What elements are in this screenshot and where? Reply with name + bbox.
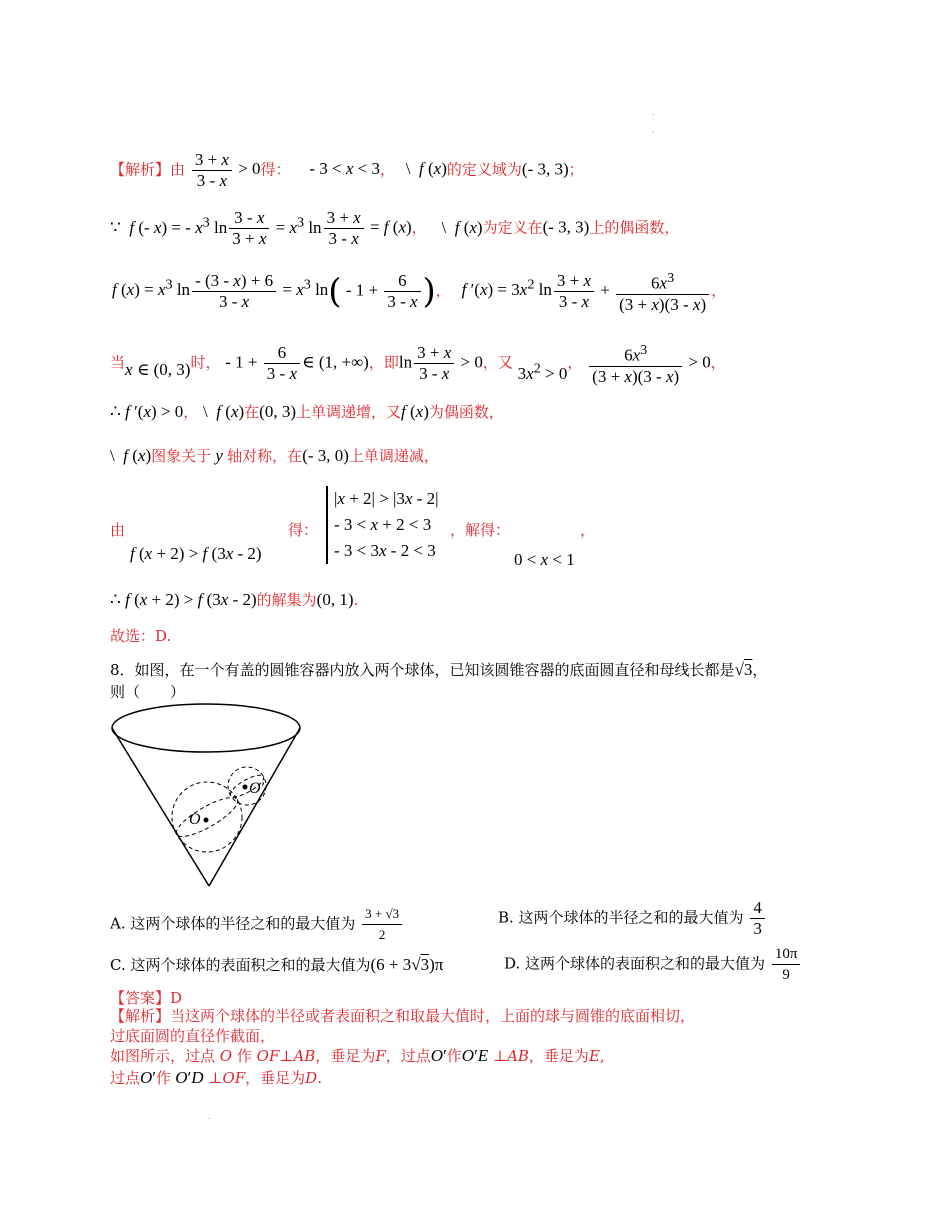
text: 轴对称，在 — [227, 447, 303, 465]
analysis-tag: 【解析】 — [110, 160, 171, 179]
question-8: 8．如图，在一个有盖的圆锥容器内放入两个球体，已知该圆锥容器的底面圆直径和母线长都是√3， — [110, 660, 768, 679]
page-mark: . — [652, 126, 655, 135]
solution: 0 < x < 1 — [514, 550, 575, 569]
analysis-line-3: f $(x) = x^3$ ln $\frac{- (3 - x) + 6}{3 - x}$ = $x^3$ ln( - 1 + $\frac{6}{3 - x}$ )， f $'(x) = 3x^2$ ln $\frac{3 + x}{3 - x}$ + $\frac{6x^3}{(3 + x)(3 - x)}$ ， — [112, 270, 727, 314]
analysis2-line-3: 如图所示，过点 O 作 OF⊥AB，垂足为F，过点O′作O′E ⊥AB，垂足为E, — [110, 1046, 605, 1065]
text: 的解集为 — [256, 591, 317, 609]
cone-top-ellipse — [112, 704, 300, 752]
text: 为偶函数， — [428, 403, 504, 421]
answer-value: D — [170, 989, 183, 1007]
text: ， — [411, 218, 427, 237]
question-8-stem: 则（ ） — [110, 683, 186, 701]
analysis2-line-2: 过底面圆的直径作截面， — [110, 1027, 276, 1045]
text: 作 — [236, 1047, 252, 1065]
text: 在 — [244, 403, 260, 421]
text: ，过点 — [385, 1047, 431, 1065]
text: 的定义域为 — [446, 160, 522, 179]
analysis-line-1: 【解析】由 $\frac{3 + x}{3 - x}$ > 0得： - 3 < x < 3， \ f (x)的定义域为(- 3, 3)； — [110, 150, 584, 190]
analysis-line-7 — [110, 520, 125, 540]
option-b[interactable]: B. 这两个球体的半径之和的最大值为 $\frac{4}{3}$ — [498, 898, 767, 939]
analysis-line-6: \ f (x)图象关于 y 轴对称，在(- 3, 0)上单调递减， — [110, 446, 439, 465]
analysis-line-8: ∴ f (x + 2) > f (3x - 2)的解集为(0, 1). — [110, 590, 359, 609]
option-d-label: D. 这两个球体的表面积之和的最大值为 — [504, 954, 766, 973]
text: ， — [752, 661, 768, 679]
text: 如图所示，过点 — [110, 1047, 216, 1065]
text: 得： — [288, 521, 319, 539]
text: 由 — [170, 160, 186, 179]
big-sphere-equator — [172, 791, 243, 843]
text: . — [353, 591, 359, 609]
text: ，垂足为 — [528, 1047, 589, 1065]
text: ， — [710, 353, 726, 372]
text: 作 — [446, 1047, 462, 1065]
label-O: O — [189, 811, 201, 828]
text: 上单调递减， — [348, 447, 439, 465]
text: 图象关于 — [151, 447, 212, 465]
option-b-label: B. 这两个球体的半径之和的最大值为 — [498, 908, 744, 927]
text: 得： — [260, 160, 291, 179]
text: 上的偶函数， — [589, 218, 680, 237]
text: 过点 — [110, 1069, 141, 1087]
text: 为定义在 — [482, 218, 543, 237]
analysis-tag: 【解析】 — [110, 1007, 171, 1025]
text: ； — [568, 160, 584, 179]
inequality: f (x + 2) > f (3x - 2) — [130, 544, 262, 563]
option-a[interactable]: A. 这两个球体的半径之和的最大值为 $\frac{3 + √3}{2}$ — [110, 904, 404, 945]
analysis2-line-4: 过点O′作 O′D ⊥OF，垂足为D. — [110, 1068, 322, 1087]
center-Oprime — [243, 785, 248, 790]
text: ，又 — [482, 353, 513, 372]
text: ， — [379, 160, 395, 179]
question-text: 8．如图，在一个有盖的圆锥容器内放入两个球体，已知该圆锥容器的底面圆直径和母线长都是 — [110, 661, 735, 679]
text: 当 — [110, 353, 126, 372]
text: 作 — [156, 1069, 172, 1087]
center-O — [204, 818, 209, 823]
option-c[interactable]: C. 这两个球体的表面积之和的最大值为(6 + 3√3)π — [110, 955, 444, 974]
cone-figure — [108, 700, 308, 892]
text: 由 — [110, 521, 126, 539]
text: ，即 — [368, 353, 399, 372]
text: ， — [183, 403, 199, 421]
option-c-label: C. 这两个球体的表面积之和的最大值为 — [110, 956, 371, 974]
analysis-line-4: 当x ∈ (0, 3)时， - 1 + $\frac{6}{3 - x}$ ∈ (1, +∞)，即ln $\frac{3 + x}{3 - x}$ > 0，又 $3x^2 > 0$， $\frac{6x^3}{(3 + x)(3 - x)}$ > 0， — [110, 342, 726, 386]
analysis-line-2: ∵ f (- x) = - $x^3$ ln $\frac{3 - x}{3 + x}$ = $x^3$ ln $\frac{3 + x}{3 - x}$ = f (x)， \ f (x)为定义在(- 3, 3)上的偶函数， — [110, 208, 680, 248]
analysis-line-5: ∴ f ′(x) > 0， \ f (x)在(0, 3)上单调递增，又f (x)为偶函数， — [110, 402, 504, 421]
page-mark: . — [652, 108, 655, 117]
text: ， — [580, 521, 596, 539]
label-Oprime: O′ — [249, 780, 265, 797]
option-a-label: A. 这两个球体的半径之和的最大值为 — [110, 914, 356, 933]
text: ， — [567, 353, 583, 372]
analysis2-line-1 — [110, 1006, 695, 1026]
text: ，垂足为 — [315, 1047, 376, 1065]
answer — [110, 988, 182, 1008]
text: ，解得： — [450, 521, 511, 539]
choose-answer: 故选：D. — [110, 627, 172, 645]
text: 时， — [190, 353, 221, 372]
page-mark: . — [208, 1112, 211, 1121]
text: 当这两个球体的半径或者表面积之和取最大值时，上面的球与圆锥的底面相切， — [170, 1007, 696, 1025]
inequality-system: |x + 2| > |3x - 2| - 3 < x + 2 < 3 - 3 < 3x - 2 < 3 — [326, 486, 439, 564]
text: ，垂足为 — [245, 1069, 306, 1087]
option-d[interactable]: D. 这两个球体的表面积之和的最大值为 $\frac{10\pi}{9}$ — [504, 944, 802, 985]
answer-tag: 【答案】 — [110, 989, 171, 1007]
text: 上单调递增，又 — [296, 403, 402, 421]
